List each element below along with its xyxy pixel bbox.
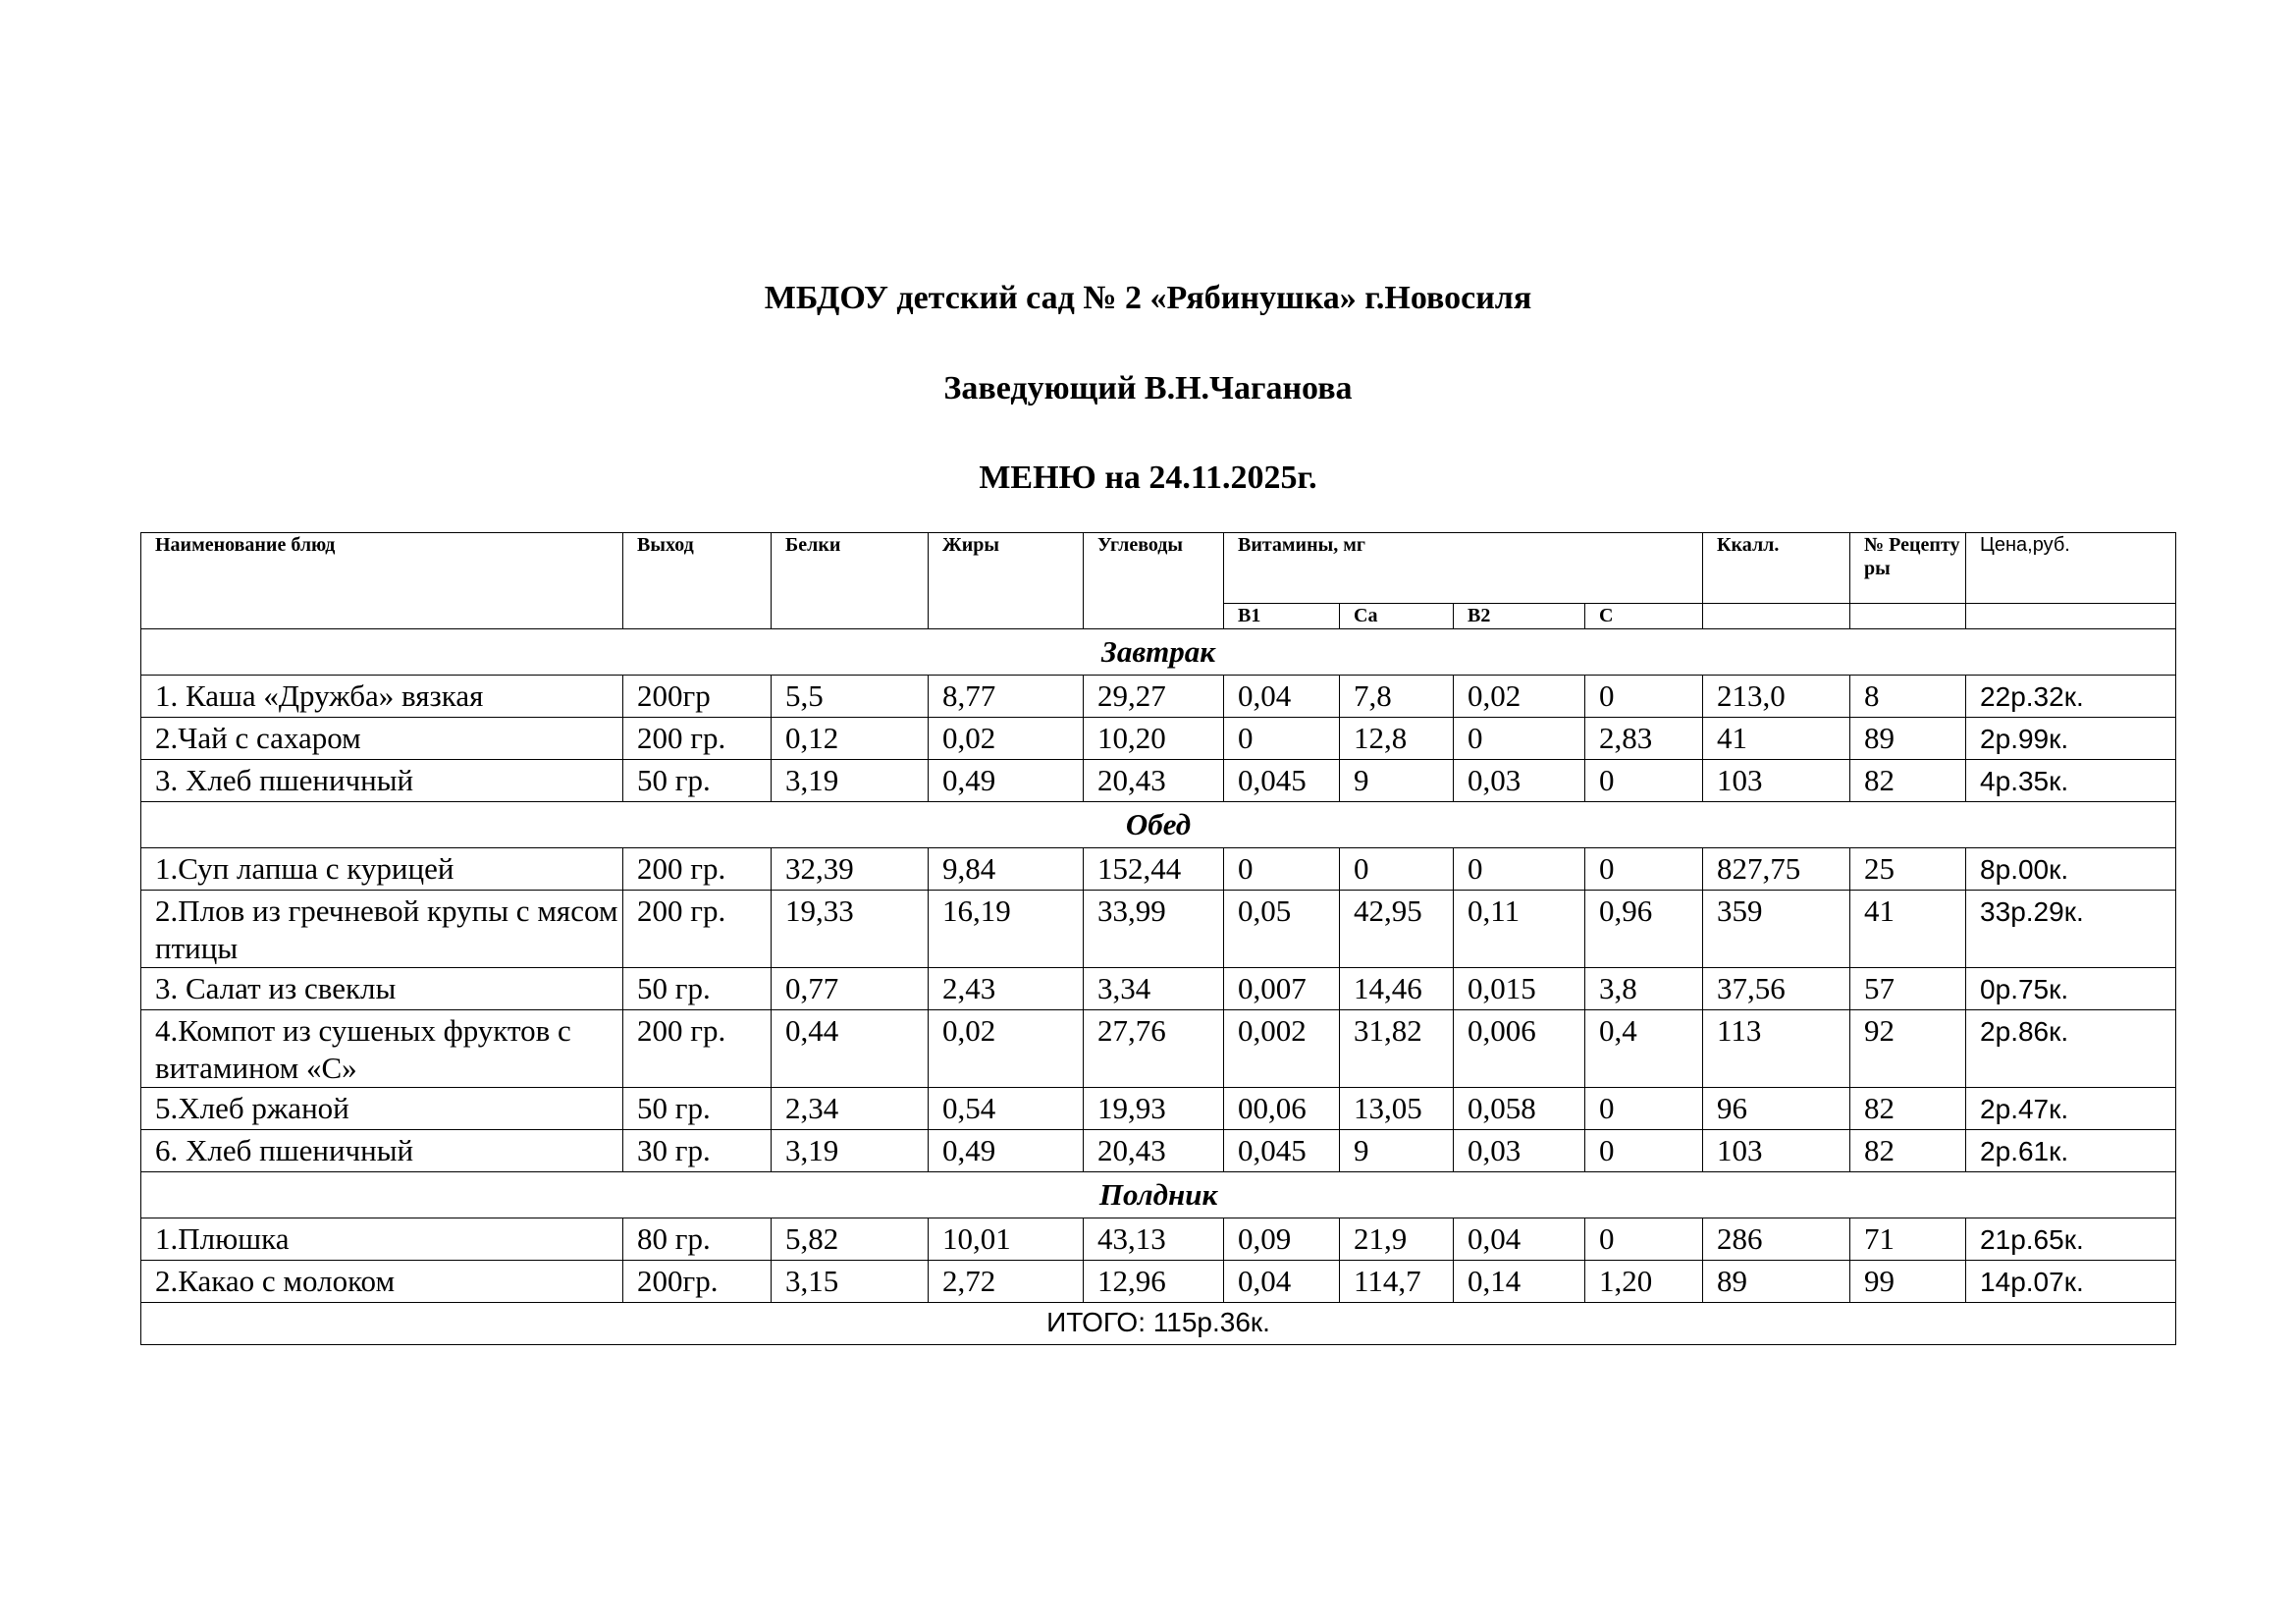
cell-price: 21р.65к.	[1966, 1218, 2176, 1261]
col-header-vit-b1: В1	[1224, 604, 1340, 629]
cell-kcal: 37,56	[1703, 968, 1850, 1010]
cell-price: 22р.32к.	[1966, 676, 2176, 718]
cell-fat: 0,49	[929, 760, 1084, 802]
cell-vit-b2: 0,015	[1454, 968, 1585, 1010]
cell-protein: 0,12	[772, 718, 929, 760]
cell-vit-b2: 0	[1454, 848, 1585, 891]
cell-kcal: 286	[1703, 1218, 1850, 1261]
cell-vit-ca: 13,05	[1340, 1088, 1454, 1130]
cell-fat: 8,77	[929, 676, 1084, 718]
cell-carbs: 10,20	[1084, 718, 1224, 760]
cell-vit-b1: 0	[1224, 848, 1340, 891]
cell-vit-b2: 0,006	[1454, 1010, 1585, 1088]
cell-vit-b2: 0,02	[1454, 676, 1585, 718]
cell-vit-b2: 0,058	[1454, 1088, 1585, 1130]
table-row	[141, 1088, 2176, 1130]
cell-carbs: 29,27	[1084, 676, 1224, 718]
col-header-vit-ca: Са	[1340, 604, 1454, 629]
cell-protein: 3,19	[772, 1130, 929, 1172]
cell-fat: 0,54	[929, 1088, 1084, 1130]
cell-protein: 3,19	[772, 760, 929, 802]
cell-vit-c: 0	[1585, 1130, 1703, 1172]
section-title: Обед	[141, 802, 2176, 848]
cell-vit-b1: 0	[1224, 718, 1340, 760]
cell-yield: 200 гр.	[623, 718, 772, 760]
cell-price: 8р.00к.	[1966, 848, 2176, 891]
cell-vit-ca: 14,46	[1340, 968, 1454, 1010]
cell-vit-c: 2,83	[1585, 718, 1703, 760]
cell-carbs: 12,96	[1084, 1261, 1224, 1303]
cell-vit-b1: 0,04	[1224, 1261, 1340, 1303]
col-header-vit-b2: В2	[1454, 604, 1585, 629]
cell-kcal: 113	[1703, 1010, 1850, 1088]
cell-carbs: 43,13	[1084, 1218, 1224, 1261]
cell-carbs: 33,99	[1084, 891, 1224, 968]
cell-kcal: 41	[1703, 718, 1850, 760]
cell-carbs: 19,93	[1084, 1088, 1224, 1130]
cell-fat: 0,02	[929, 718, 1084, 760]
cell-vit-b2: 0,03	[1454, 1130, 1585, 1172]
cell-yield: 200 гр.	[623, 891, 772, 968]
col-header-yield: Выход	[623, 533, 772, 629]
cell-name: 2.Чай с сахаром	[141, 718, 623, 760]
cell-vit-ca: 7,8	[1340, 676, 1454, 718]
cell-kcal: 213,0	[1703, 676, 1850, 718]
menu-table	[140, 532, 2176, 1345]
table-row	[141, 676, 2176, 718]
cell-protein: 0,44	[772, 1010, 929, 1088]
cell-name: 1.Суп лапша с курицей	[141, 848, 623, 891]
cell-recipe: 82	[1850, 1130, 1966, 1172]
table-row	[141, 1261, 2176, 1303]
cell-name: 1. Каша «Дружба» вязкая	[141, 676, 623, 718]
cell-kcal: 827,75	[1703, 848, 1850, 891]
cell-recipe: 71	[1850, 1218, 1966, 1261]
cell-vit-b2: 0	[1454, 718, 1585, 760]
cell-vit-b2: 0,11	[1454, 891, 1585, 968]
col-header-vit-c: С	[1585, 604, 1703, 629]
cell-vit-b2: 0,04	[1454, 1218, 1585, 1261]
cell-name: 3. Салат из свеклы	[141, 968, 623, 1010]
cell-kcal: 96	[1703, 1088, 1850, 1130]
cell-vit-c: 1,20	[1585, 1261, 1703, 1303]
section-row	[141, 1172, 2176, 1218]
cell-recipe: 99	[1850, 1261, 1966, 1303]
cell-carbs: 20,43	[1084, 760, 1224, 802]
col-header-price: Цена,руб.	[1966, 533, 2176, 604]
cell-vit-c: 0	[1585, 1088, 1703, 1130]
section-row	[141, 802, 2176, 848]
cell-price: 4р.35к.	[1966, 760, 2176, 802]
cell-protein: 5,82	[772, 1218, 929, 1261]
section-title: Завтрак	[141, 629, 2176, 676]
cell-name: 6. Хлеб пшеничный	[141, 1130, 623, 1172]
cell-vit-ca: 21,9	[1340, 1218, 1454, 1261]
cell-vit-b1: 00,06	[1224, 1088, 1340, 1130]
cell-carbs: 3,34	[1084, 968, 1224, 1010]
col-header-recipe-sub	[1850, 604, 1966, 629]
cell-vit-b1: 0,04	[1224, 676, 1340, 718]
cell-vit-b1: 0,045	[1224, 760, 1340, 802]
cell-yield: 80 гр.	[623, 1218, 772, 1261]
section-row	[141, 629, 2176, 676]
section-title: Полдник	[141, 1172, 2176, 1218]
cell-vit-ca: 9	[1340, 1130, 1454, 1172]
cell-vit-c: 0,4	[1585, 1010, 1703, 1088]
cell-vit-ca: 0	[1340, 848, 1454, 891]
cell-yield: 50 гр.	[623, 968, 772, 1010]
table-row	[141, 968, 2176, 1010]
cell-recipe: 92	[1850, 1010, 1966, 1088]
table-row	[141, 1010, 2176, 1088]
cell-yield: 200гр.	[623, 1261, 772, 1303]
cell-name: 3. Хлеб пшеничный	[141, 760, 623, 802]
col-header-vitamins: Витамины, мг	[1224, 533, 1703, 604]
cell-vit-b1: 0,05	[1224, 891, 1340, 968]
col-header-price-sub	[1966, 604, 2176, 629]
cell-yield: 50 гр.	[623, 760, 772, 802]
cell-vit-ca: 31,82	[1340, 1010, 1454, 1088]
cell-fat: 0,49	[929, 1130, 1084, 1172]
cell-kcal: 103	[1703, 1130, 1850, 1172]
cell-recipe: 8	[1850, 676, 1966, 718]
cell-kcal: 89	[1703, 1261, 1850, 1303]
col-header-kcal: Ккалл.	[1703, 533, 1850, 604]
cell-name: 2.Какао с молоком	[141, 1261, 623, 1303]
cell-fat: 9,84	[929, 848, 1084, 891]
cell-vit-ca: 12,8	[1340, 718, 1454, 760]
cell-vit-ca: 9	[1340, 760, 1454, 802]
cell-protein: 32,39	[772, 848, 929, 891]
cell-name: 1.Плюшка	[141, 1218, 623, 1261]
table-row	[141, 1130, 2176, 1172]
col-header-name: Наименование блюд	[141, 533, 623, 629]
cell-price: 2р.47к.	[1966, 1088, 2176, 1130]
col-header-carbs: Углеводы	[1084, 533, 1224, 629]
cell-recipe: 82	[1850, 760, 1966, 802]
cell-protein: 3,15	[772, 1261, 929, 1303]
menu-body	[141, 629, 2176, 1303]
table-row	[141, 891, 2176, 968]
cell-kcal: 359	[1703, 891, 1850, 968]
col-header-fat: Жиры	[929, 533, 1084, 629]
cell-yield: 50 гр.	[623, 1088, 772, 1130]
menu-title: МЕНЮ на 24.11.2025г.	[979, 460, 1317, 496]
cell-protein: 0,77	[772, 968, 929, 1010]
cell-vit-b1: 0,045	[1224, 1130, 1340, 1172]
cell-vit-b1: 0,007	[1224, 968, 1340, 1010]
col-header-protein: Белки	[772, 533, 929, 629]
cell-yield: 30 гр.	[623, 1130, 772, 1172]
cell-vit-b2: 0,14	[1454, 1261, 1585, 1303]
cell-price: 2р.61к.	[1966, 1130, 2176, 1172]
col-header-recipe: № Рецепту ры	[1850, 533, 1966, 604]
cell-vit-c: 0	[1585, 848, 1703, 891]
cell-vit-b1: 0,002	[1224, 1010, 1340, 1088]
cell-yield: 200 гр.	[623, 848, 772, 891]
cell-vit-c: 0	[1585, 760, 1703, 802]
cell-kcal: 103	[1703, 760, 1850, 802]
cell-name: 5.Хлеб ржаной	[141, 1088, 623, 1130]
menu-total: ИТОГО: 115р.36к.	[141, 1303, 2176, 1345]
cell-recipe: 57	[1850, 968, 1966, 1010]
cell-price: 2р.86к.	[1966, 1010, 2176, 1088]
cell-carbs: 20,43	[1084, 1130, 1224, 1172]
cell-recipe: 89	[1850, 718, 1966, 760]
cell-vit-c: 0	[1585, 1218, 1703, 1261]
cell-yield: 200гр	[623, 676, 772, 718]
cell-vit-c: 0	[1585, 676, 1703, 718]
cell-yield: 200 гр.	[623, 1010, 772, 1088]
table-row	[141, 848, 2176, 891]
table-row	[141, 1218, 2176, 1261]
cell-recipe: 25	[1850, 848, 1966, 891]
cell-protein: 5,5	[772, 676, 929, 718]
cell-vit-ca: 42,95	[1340, 891, 1454, 968]
cell-vit-ca: 114,7	[1340, 1261, 1454, 1303]
cell-fat: 16,19	[929, 891, 1084, 968]
director-line: Заведующий В.Н.Чаганова	[943, 370, 1353, 406]
cell-fat: 2,72	[929, 1261, 1084, 1303]
cell-fat: 10,01	[929, 1218, 1084, 1261]
cell-vit-c: 0,96	[1585, 891, 1703, 968]
cell-vit-c: 3,8	[1585, 968, 1703, 1010]
cell-carbs: 27,76	[1084, 1010, 1224, 1088]
cell-price: 33р.29к.	[1966, 891, 2176, 968]
cell-price: 0р.75к.	[1966, 968, 2176, 1010]
cell-name: 2.Плов из гречневой крупы с мясом птицы	[141, 891, 623, 968]
table-row	[141, 760, 2176, 802]
cell-price: 2р.99к.	[1966, 718, 2176, 760]
cell-recipe: 41	[1850, 891, 1966, 968]
cell-fat: 0,02	[929, 1010, 1084, 1088]
cell-recipe: 82	[1850, 1088, 1966, 1130]
cell-name: 4.Компот из сушеных фруктов с витамином «С»	[141, 1010, 623, 1088]
cell-vit-b2: 0,03	[1454, 760, 1585, 802]
col-header-kcal-sub	[1703, 604, 1850, 629]
cell-fat: 2,43	[929, 968, 1084, 1010]
cell-protein: 19,33	[772, 891, 929, 968]
cell-carbs: 152,44	[1084, 848, 1224, 891]
cell-protein: 2,34	[772, 1088, 929, 1130]
cell-vit-b1: 0,09	[1224, 1218, 1340, 1261]
cell-price: 14р.07к.	[1966, 1261, 2176, 1303]
table-row	[141, 718, 2176, 760]
org-name: МБДОУ детский сад № 2 «Рябинушка» г.Новосиля	[764, 280, 1532, 316]
